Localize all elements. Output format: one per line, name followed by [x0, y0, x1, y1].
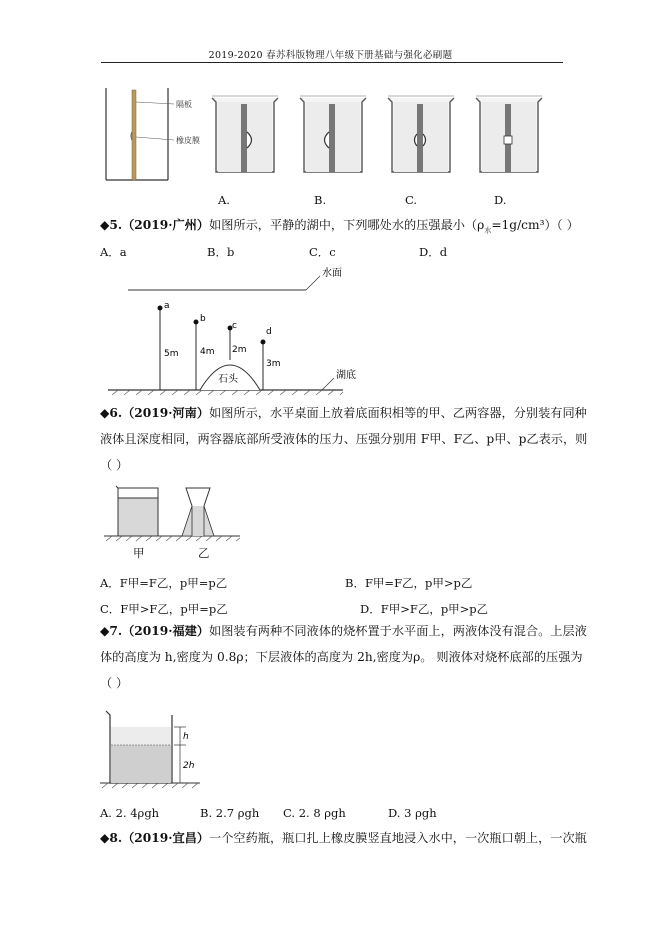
question-8-line-1	[100, 831, 587, 846]
depth-d: 3m	[266, 359, 281, 369]
question-5-text-tail: =1g/cm³）（ ）	[491, 218, 579, 232]
rho-subscript: 水	[484, 226, 492, 235]
question-6-text: 如图所示，水平桌面上放着底面积相等的甲、乙两容器，分别装有同种	[209, 406, 587, 420]
label-partition: 隔板	[176, 100, 192, 109]
fig-choice-c: C.	[405, 193, 418, 207]
label-stone: 石头	[218, 374, 238, 385]
figure-partition-container	[100, 82, 570, 202]
q6-option-b: B．F甲=F乙，p甲>p乙	[345, 576, 473, 590]
point-d: d	[266, 327, 272, 337]
question-6-number: ◆6.（2019·河南）	[100, 406, 210, 420]
question-5-number: ◆5.（2019·广州）	[100, 218, 210, 232]
depth-c: 2m	[232, 345, 247, 355]
page-header: 2019-2020 春苏科版物理八年级下册基础与强化必刷题	[208, 50, 453, 61]
question-7-text: 如图装有两种不同液体的烧杯置于水平面上，两液体没有混合。上层液	[209, 624, 587, 638]
q6-option-d: D．F甲>F乙，p甲>p乙	[360, 602, 489, 616]
figure-lake	[108, 262, 368, 400]
question-6-line-2: 液体且深度相同，两容器底部所受液体的压力、压强分别用 F甲、F乙、p甲、p乙表示，则	[100, 432, 588, 446]
label-container-jia: 甲	[133, 546, 145, 560]
fig-choice-b: B.	[314, 193, 327, 207]
q6-option-c: C．F甲>F乙，p甲=p乙	[100, 602, 228, 616]
q7-option-b: B. 2.7 ρgh	[200, 806, 260, 820]
q7-option-d: D. 3 ρgh	[388, 806, 437, 820]
reference-container	[106, 88, 200, 180]
question-5-stem	[100, 218, 579, 238]
label-container-yi: 乙	[198, 546, 210, 560]
label-h: h	[183, 732, 189, 742]
q7-option-c: C. 2. 8 ρgh	[283, 806, 346, 820]
q5-option-c: C．c	[309, 245, 336, 259]
question-8-number: ◆8.（2019·宜昌）	[100, 831, 210, 845]
header-rule	[101, 62, 563, 63]
q6-option-a: A．F甲=F乙，p甲=p乙	[100, 576, 228, 590]
question-7-line-3: （ ）	[100, 676, 129, 690]
q7-option-a: A. 2. 4ρgh	[100, 806, 160, 820]
point-a: a	[164, 301, 170, 311]
q5-option-d: D．d	[419, 245, 448, 259]
point-b: b	[200, 314, 206, 324]
depth-a: 5m	[164, 349, 179, 359]
question-6-line-1	[100, 406, 587, 421]
label-2h: 2h	[183, 761, 195, 771]
question-6-line-3: （ ）	[100, 458, 129, 472]
question-5-text: 如图所示，平静的湖中，下列哪处水的压强最小（ρ	[209, 218, 485, 232]
figure-layered-beaker	[100, 705, 210, 793]
fig-choice-d: D.	[494, 193, 507, 207]
question-8-text: 一个空药瓶，瓶口扎上橡皮膜竖直地浸入水中，一次瓶口朝上，一次瓶	[209, 831, 587, 845]
figure-two-containers	[104, 482, 244, 560]
label-lake-bottom: 湖底	[336, 370, 356, 381]
q5-option-b: B．b	[207, 245, 235, 259]
fig-choice-a: A.	[218, 193, 230, 207]
point-c: c	[232, 321, 237, 331]
q5-option-a: A．a	[100, 245, 127, 259]
label-water-surface: 水面	[322, 268, 342, 279]
depth-b: 4m	[200, 347, 215, 357]
label-membrane: 橡皮膜	[176, 136, 200, 145]
question-7-line-1	[100, 624, 587, 639]
question-7-number: ◆7.（2019·福建）	[100, 624, 210, 638]
question-7-line-2: 体的高度为 h,密度为 0.8ρ；下层液体的高度为 2h,密度为ρ。 则液体对烧杯底部的压强为	[100, 650, 583, 664]
